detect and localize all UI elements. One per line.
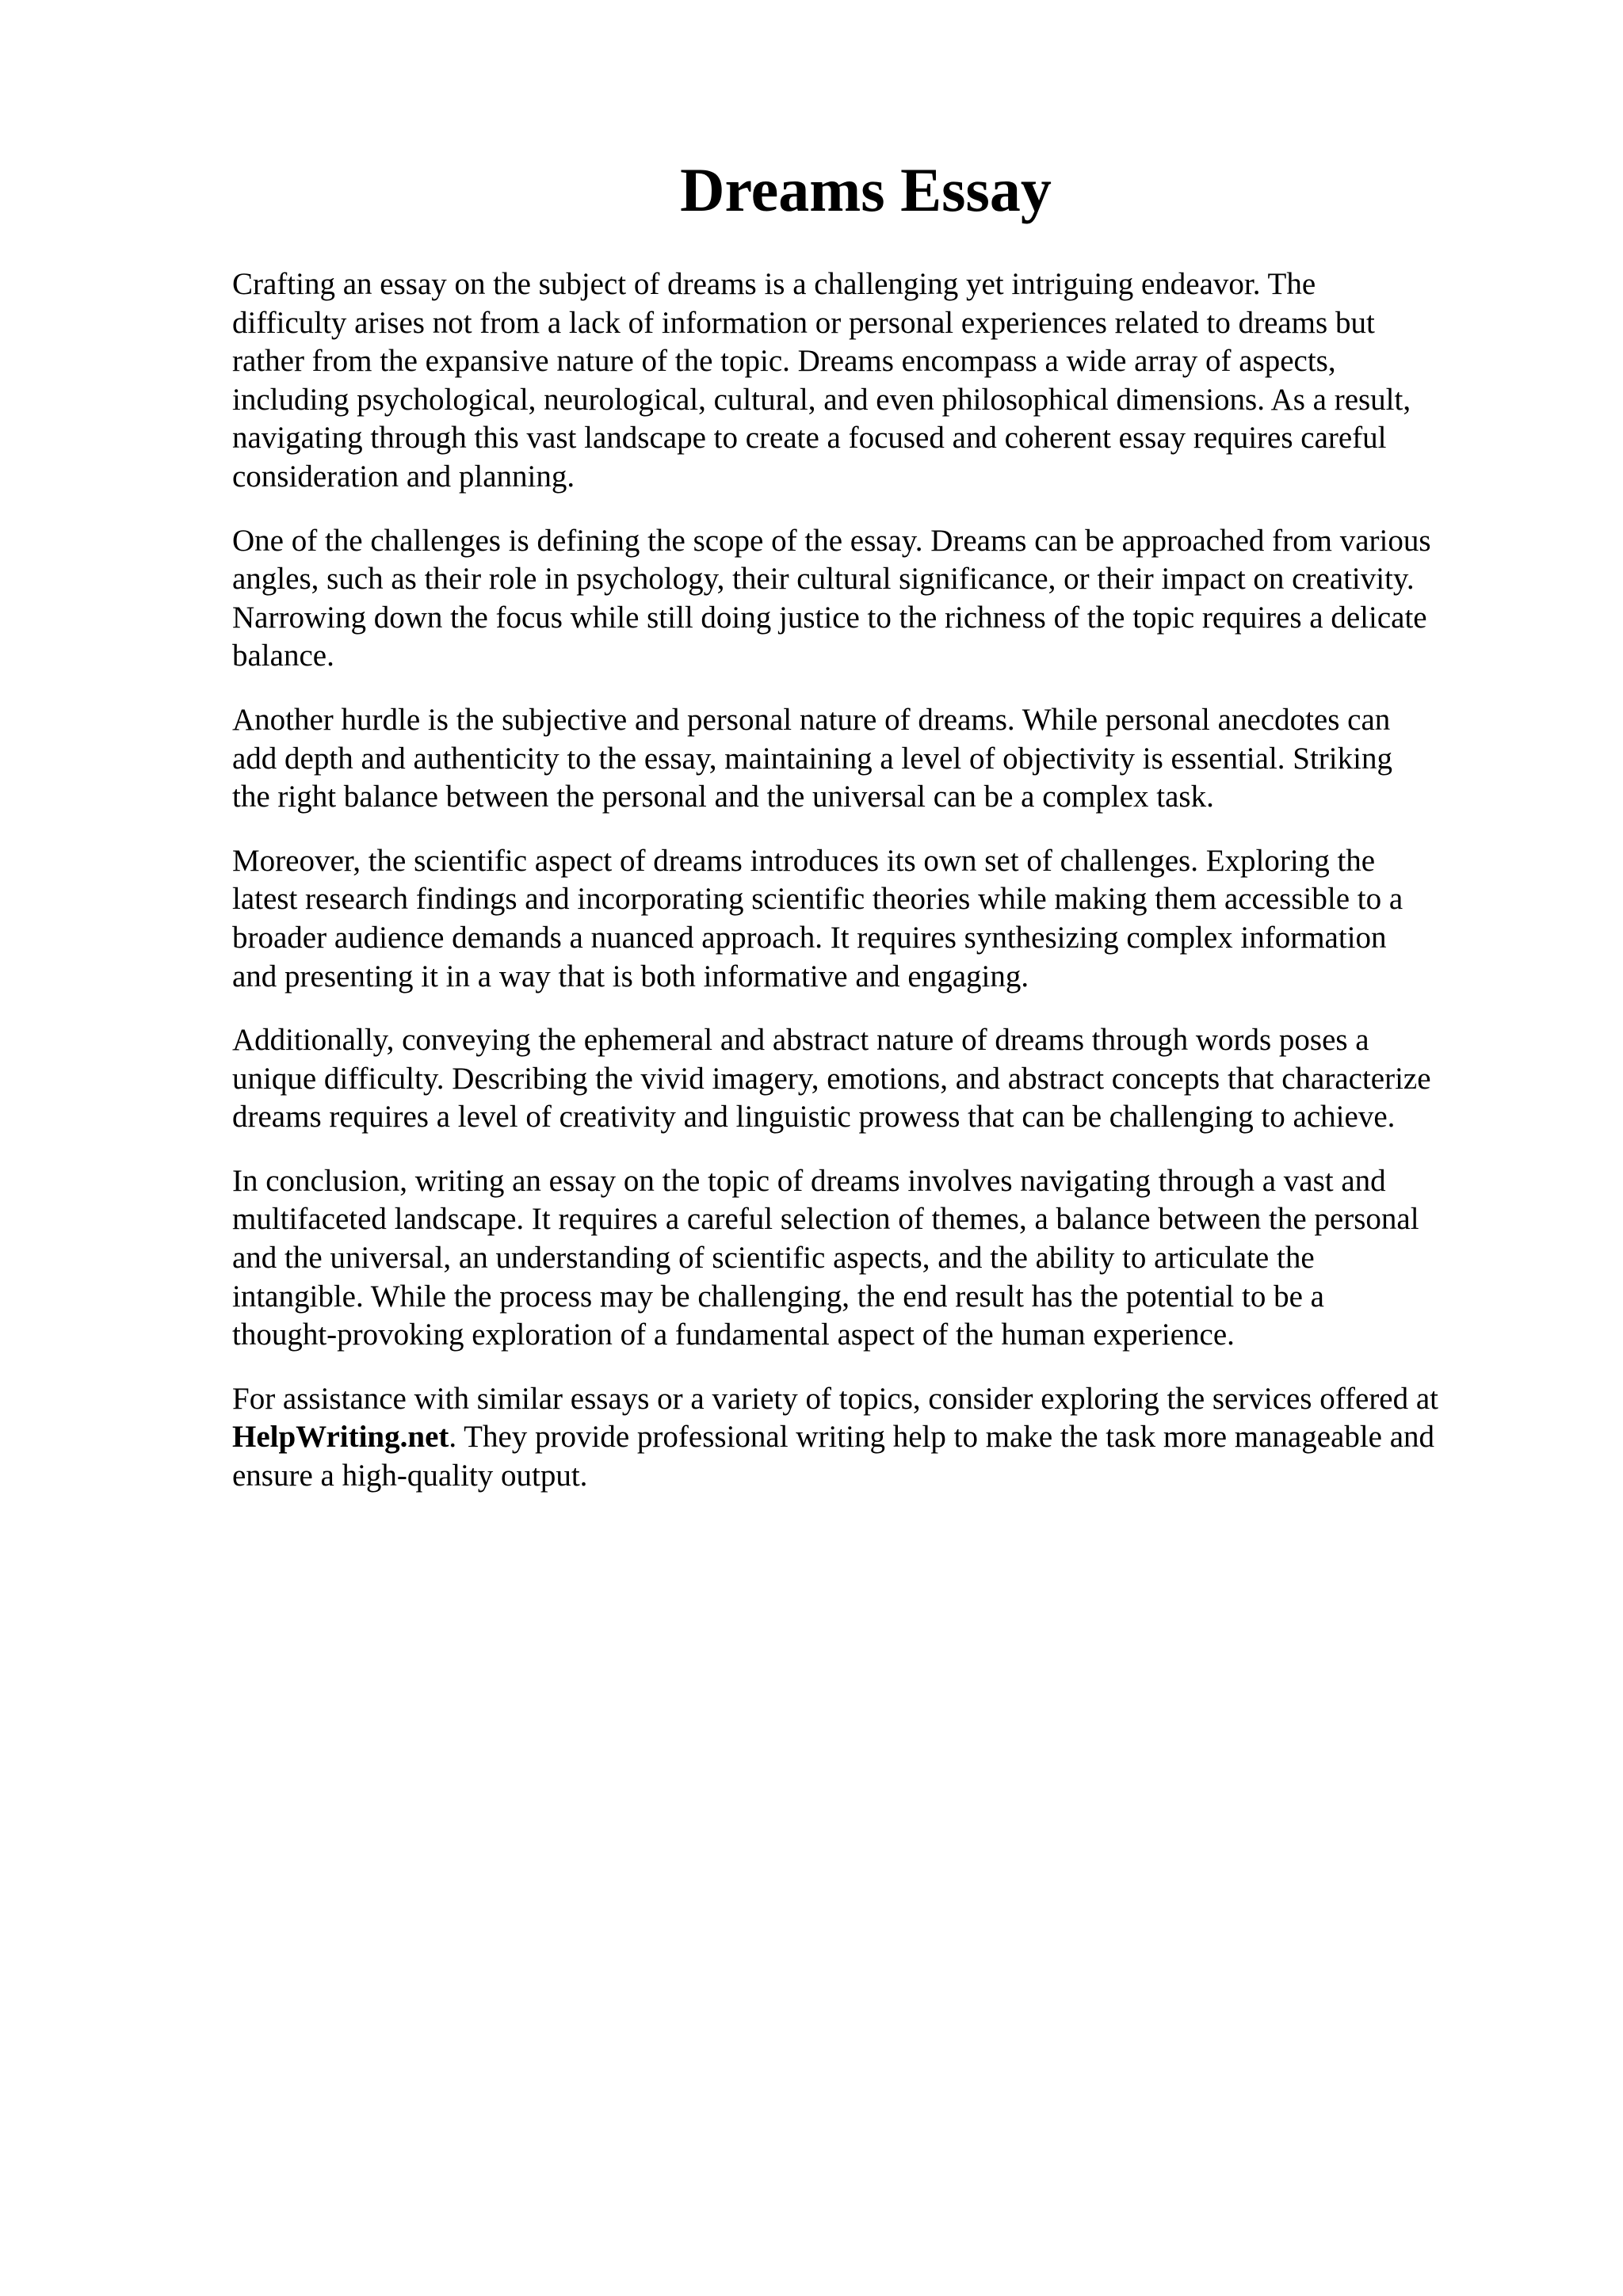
- text-line: navigating through this vast landscape to create a focused and coherent essay requires careful: [232, 421, 1387, 456]
- text-line: rather from the expansive nature of the topic. Dreams encompass a wide array of aspects,: [232, 344, 1336, 379]
- text-line: intangible. While the process may be challenging, the end result has the potential to be a: [232, 1279, 1324, 1314]
- text-line: multifaceted landscape. It requires a careful selection of themes, a balance between the personal: [232, 1202, 1419, 1237]
- text-line: broader audience demands a nuanced approach. It requires synthesizing complex information: [232, 920, 1387, 955]
- text-line: and presenting it in a way that is both informative and engaging.: [232, 959, 1029, 994]
- document-title: Dreams Essay: [680, 155, 1052, 224]
- text-line: and the universal, an understanding of scientific aspects, and the ability to articulate the: [232, 1241, 1315, 1276]
- text-line: ensure a high-quality output.: [232, 1459, 588, 1493]
- paragraph-scientific-aspect: [232, 842, 1528, 996]
- text-line: the right balance between the personal and the universal can be a complex task.: [232, 780, 1214, 814]
- text-fragment: . They provide professional writing help to make the task more manageable and: [449, 1420, 1435, 1455]
- text-line: unique difficulty. Describing the vivid imagery, emotions, and abstract concepts that characterize: [232, 1061, 1431, 1096]
- paragraph-scope: [232, 522, 1528, 676]
- text-line: balance.: [232, 639, 334, 673]
- text-line: Additionally, conveying the ephemeral and abstract nature of dreams through words poses a: [232, 1023, 1369, 1058]
- paragraph-abstract-nature: [232, 1021, 1528, 1137]
- essay-body: [232, 265, 1528, 1521]
- text-line: [232, 1418, 1528, 1457]
- text-line: consideration and planning.: [232, 459, 575, 494]
- text-line: Crafting an essay on the subject of dreams is a challenging yet intriguing endeavor. The: [232, 267, 1316, 301]
- text-line: Moreover, the scientific aspect of dreams introduces its own set of challenges. Exploring the: [232, 843, 1376, 878]
- paragraph-subjectivity: [232, 701, 1528, 817]
- text-line: One of the challenges is defining the scope of the essay. Dreams can be approached from various: [232, 523, 1431, 558]
- text-line: In conclusion, writing an essay on the topic of dreams involves navigating through a vast and: [232, 1163, 1386, 1198]
- text-line: difficulty arises not from a lack of information or personal experiences related to dreams but: [232, 305, 1375, 340]
- text-line: latest research findings and incorporating scientific theories while making them accessible to a: [232, 882, 1403, 917]
- text-line: For assistance with similar essays or a variety of topics, consider exploring the services offered at: [232, 1381, 1439, 1416]
- paragraph-closing: [232, 1380, 1528, 1496]
- text-line: thought-provoking exploration of a fundamental aspect of the human experience.: [232, 1318, 1235, 1352]
- text-line: angles, such as their role in psychology, their cultural significance, or their impact on creativity.: [232, 562, 1415, 597]
- paragraph-introduction: [232, 265, 1528, 497]
- text-line: Another hurdle is the subjective and personal nature of dreams. While personal anecdotes can: [232, 702, 1391, 737]
- text-line: Narrowing down the focus while still doing justice to the richness of the topic requires a delicate: [232, 600, 1427, 635]
- text-line: dreams requires a level of creativity and linguistic prowess that can be challenging to achieve.: [232, 1100, 1396, 1135]
- helpwriting-brand: HelpWriting.net: [232, 1420, 449, 1455]
- text-line: including psychological, neurological, cultural, and even philosophical dimensions. As a result,: [232, 382, 1411, 417]
- text-line: add depth and authenticity to the essay, maintaining a level of objectivity is essential. Striking: [232, 741, 1392, 776]
- paragraph-conclusion: [232, 1162, 1528, 1355]
